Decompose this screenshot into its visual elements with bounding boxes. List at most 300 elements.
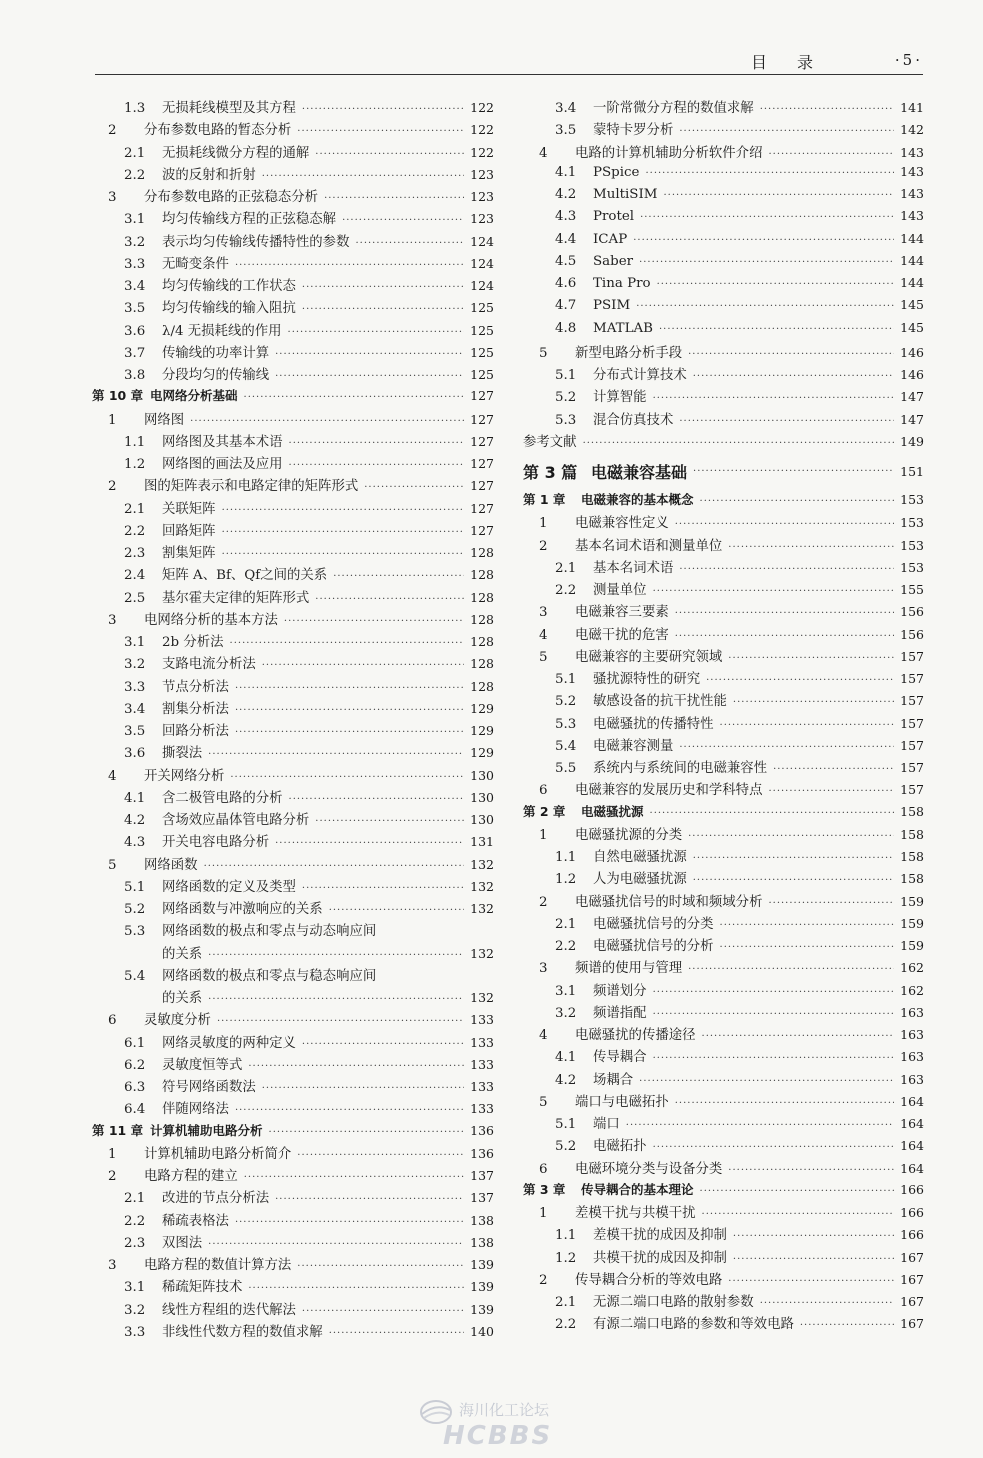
toc-entry-number: 5 bbox=[108, 857, 117, 873]
toc-entry-title: 分布式计算技术 bbox=[593, 368, 687, 383]
toc-entry-number: 1.1 bbox=[555, 850, 577, 865]
toc-leader-dots bbox=[235, 727, 464, 738]
toc-entry bbox=[92, 1232, 494, 1254]
toc-entry-page: 132 bbox=[470, 945, 494, 961]
toc-entry-title: 敏感设备的抗干扰性能 bbox=[593, 694, 727, 710]
toc-entry-page: 127 bbox=[470, 411, 494, 427]
header-title: 目录 bbox=[750, 53, 843, 72]
toc-entry-title: 频谱的使用与管理 bbox=[575, 961, 683, 977]
toc-entry-title: 双图法 bbox=[162, 1235, 203, 1251]
toc-entry bbox=[523, 913, 924, 935]
toc-entry-number: 第 3 篇 bbox=[523, 463, 578, 482]
toc-leader-dots bbox=[679, 126, 894, 137]
toc-entry-title: ICAP bbox=[593, 231, 628, 247]
toc-entry bbox=[523, 646, 924, 668]
toc-entry-number: 4.3 bbox=[555, 209, 577, 225]
toc-entry-number: 6 bbox=[539, 1161, 548, 1177]
toc-entry bbox=[523, 557, 924, 579]
toc-entry-title: λ/4 无损耗线的作用 bbox=[162, 323, 282, 339]
toc-entry bbox=[523, 935, 924, 957]
toc-entry bbox=[523, 1069, 924, 1091]
toc-entry-number: 2.3 bbox=[124, 546, 146, 561]
toc-entry-page: 127 bbox=[470, 500, 494, 516]
toc-entry-number: 5.1 bbox=[555, 672, 577, 687]
toc-entry-title: Tina Pro bbox=[593, 276, 651, 291]
toc-entry-page: 123 bbox=[470, 166, 494, 182]
toc-entry-title: 均匀传输线的输入阻抗 bbox=[162, 301, 296, 317]
toc-entry-number: 5.3 bbox=[555, 716, 577, 732]
toc-entry bbox=[92, 809, 494, 831]
toc-leader-dots bbox=[688, 349, 894, 360]
toc-entry bbox=[92, 1321, 494, 1343]
toc-entry-number: 2 bbox=[108, 1169, 117, 1184]
toc-entry-number: 2 bbox=[108, 123, 117, 139]
toc-entry-number: 1.1 bbox=[124, 434, 146, 450]
toc-entry-page: 131 bbox=[470, 834, 494, 850]
toc-leader-dots bbox=[302, 883, 464, 894]
toc-entry-page: 144 bbox=[900, 252, 924, 268]
toc-entry-title: 割集矩阵 bbox=[162, 546, 216, 561]
toc-entry-page: 167 bbox=[900, 1271, 924, 1287]
toc-entry-number: 第 11 章 bbox=[92, 1122, 144, 1138]
toc-leader-dots bbox=[230, 638, 465, 649]
toc-entry-number: 2.1 bbox=[124, 145, 146, 161]
toc-entry-page: 143 bbox=[900, 186, 924, 201]
toc-entry bbox=[523, 512, 924, 534]
toc-entry bbox=[523, 1113, 924, 1135]
toc-entry bbox=[523, 1002, 924, 1024]
toc-entry-title: 矩阵 A、Bf、Qf之间的关系 bbox=[162, 568, 328, 584]
toc-entry-page: 139 bbox=[470, 1257, 494, 1272]
toc-entry bbox=[92, 498, 494, 520]
toc-entry-title: 电磁兼容的基本概念 bbox=[581, 492, 694, 507]
toc-entry bbox=[92, 676, 494, 698]
toc-leader-dots bbox=[302, 282, 464, 293]
toc-leader-dots bbox=[262, 1083, 464, 1094]
toc-entry-title: 电磁拓扑 bbox=[593, 1139, 647, 1155]
toc-leader-dots bbox=[675, 1098, 894, 1109]
toc-entry-number: 1.2 bbox=[555, 1250, 577, 1266]
toc-entry-title: 电磁兼容的发展历史和学科特点 bbox=[575, 783, 763, 799]
toc-leader-dots bbox=[333, 571, 464, 582]
toc-leader-dots bbox=[297, 126, 464, 137]
toc-leader-dots bbox=[217, 1016, 464, 1027]
toc-entry-number: 3.6 bbox=[124, 323, 146, 339]
toc-leader-dots bbox=[700, 1186, 895, 1197]
toc-entry bbox=[92, 564, 494, 586]
toc-entry-page: 144 bbox=[900, 230, 924, 246]
toc-entry-page: 128 bbox=[470, 567, 494, 583]
toc-entry bbox=[92, 1076, 494, 1098]
toc-entry bbox=[92, 1299, 494, 1321]
toc-entry bbox=[523, 164, 924, 186]
toc-entry-title: 无损耗线微分方程的通解 bbox=[162, 145, 310, 161]
toc-entry-page: 133 bbox=[470, 1101, 494, 1117]
toc-entry bbox=[523, 1158, 924, 1180]
toc-entry-title: 电路的计算机辅助分析软件介绍 bbox=[575, 145, 763, 161]
toc-entry bbox=[92, 765, 494, 787]
toc-entry-page: 143 bbox=[900, 163, 924, 179]
toc-entry-number: 3 bbox=[539, 961, 548, 977]
toc-entry bbox=[523, 386, 924, 408]
toc-leader-dots bbox=[659, 324, 894, 335]
toc-entry-number: 3.5 bbox=[124, 724, 146, 739]
toc-entry bbox=[523, 431, 924, 453]
toc-leader-dots bbox=[768, 149, 894, 160]
toc-entry-page: 128 bbox=[470, 656, 494, 672]
toc-leader-dots bbox=[650, 808, 895, 819]
toc-entry bbox=[92, 898, 494, 920]
toc-entry bbox=[92, 409, 494, 431]
toc-entry bbox=[523, 824, 924, 846]
toc-entry-number: 5 bbox=[539, 1094, 548, 1110]
toc-entry-number: 4.7 bbox=[555, 298, 577, 314]
toc-entry-title: 关联矩阵 bbox=[162, 501, 216, 517]
toc-leader-dots bbox=[733, 697, 894, 708]
toc-entry bbox=[92, 587, 494, 609]
toc-entry bbox=[92, 119, 494, 141]
toc-entry-title: 共模干扰的成因及抑制 bbox=[593, 1250, 727, 1266]
toc-leader-dots bbox=[700, 496, 895, 507]
toc-entry-number: 3.1 bbox=[124, 1280, 146, 1296]
toc-leader-dots bbox=[679, 742, 894, 753]
toc-leader-dots bbox=[693, 853, 894, 864]
toc-entry-title: 稀疏表格法 bbox=[162, 1213, 229, 1229]
toc-entry-number: 5.1 bbox=[124, 879, 146, 895]
toc-leader-dots bbox=[235, 1217, 464, 1228]
toc-entry-title: 电磁兼容三要素 bbox=[575, 605, 669, 621]
toc-entry bbox=[92, 854, 494, 876]
toc-entry-number: 2 bbox=[539, 1272, 548, 1288]
toc-leader-dots bbox=[760, 1298, 894, 1309]
toc-leader-dots bbox=[329, 905, 464, 916]
toc-entry-number: 1 bbox=[108, 412, 117, 428]
toc-leader-dots bbox=[706, 675, 894, 686]
toc-entry bbox=[92, 987, 494, 1009]
toc-entry-page: 127 bbox=[470, 433, 494, 449]
toc-entry bbox=[92, 787, 494, 809]
toc-entry-title: 分布参数电路的正弦稳态分析 bbox=[144, 190, 319, 205]
toc-leader-dots bbox=[728, 653, 894, 664]
toc-entry-number: 4.2 bbox=[555, 1072, 577, 1088]
toc-entry-page: 163 bbox=[900, 1004, 924, 1020]
toc-entry-number: 3.2 bbox=[124, 234, 146, 250]
toc-entry-page: 145 bbox=[900, 319, 924, 335]
toc-entry-title: 网络图的画法及应用 bbox=[162, 457, 283, 472]
toc-entry-number: 5.3 bbox=[555, 412, 577, 428]
toc-entry bbox=[523, 713, 924, 735]
toc-entry-page: 145 bbox=[900, 297, 924, 313]
toc-entry-title: 均匀传输线方程的正弦稳态解 bbox=[162, 212, 337, 228]
toc-entry-title: 回路矩阵 bbox=[162, 523, 216, 539]
toc-entry-number: 5.2 bbox=[555, 390, 577, 406]
toc-entry-page: 129 bbox=[470, 745, 494, 761]
toc-entry-page: 133 bbox=[470, 1012, 494, 1028]
toc-entry-number: 5 bbox=[539, 345, 548, 361]
toc-leader-dots bbox=[645, 168, 894, 179]
toc-leader-dots bbox=[693, 371, 894, 382]
toc-entry-number: 5.1 bbox=[555, 368, 577, 383]
toc-leader-dots bbox=[288, 327, 465, 338]
toc-entry-page: 133 bbox=[470, 1079, 494, 1094]
toc-leader-dots bbox=[208, 1239, 464, 1250]
toc-entry-number: 3 bbox=[108, 612, 117, 628]
toc-entry-title: 的关系 bbox=[162, 946, 203, 962]
toc-entry-page: 166 bbox=[900, 1227, 924, 1243]
toc-entry-title: 混合仿真技术 bbox=[593, 412, 674, 428]
toc-entry bbox=[523, 802, 924, 824]
toc-entry-number: 第 1 章 bbox=[523, 492, 566, 507]
toc-entry-title: 传导耦合 bbox=[593, 1050, 647, 1066]
toc-entry bbox=[92, 920, 494, 942]
toc-leader-dots bbox=[302, 104, 464, 115]
toc-entry-title: 基本名词术语 bbox=[593, 560, 674, 576]
toc-leader-dots bbox=[639, 1076, 894, 1087]
toc-entry-page: 141 bbox=[900, 100, 924, 115]
toc-entry-number: 4.1 bbox=[555, 1050, 577, 1066]
toc-entry-title: MATLAB bbox=[593, 320, 653, 336]
toc-entry-title: 场耦合 bbox=[593, 1072, 634, 1088]
toc-entry bbox=[92, 831, 494, 853]
toc-entry-number: 5 bbox=[539, 649, 548, 665]
toc-entry-number: 4.3 bbox=[124, 835, 146, 851]
toc-entry-page: 163 bbox=[900, 1071, 924, 1087]
toc-entry bbox=[523, 231, 924, 253]
toc-entry-page: 123 bbox=[470, 211, 494, 227]
toc-leader-dots bbox=[222, 549, 465, 560]
toc-entry-title: 人为电磁骚扰源 bbox=[593, 872, 687, 888]
toc-leader-dots bbox=[235, 1105, 464, 1116]
toc-entry-number: 第 3 章 bbox=[523, 1181, 566, 1197]
toc-entry-title: 端口 bbox=[593, 1117, 620, 1132]
toc-leader-dots bbox=[315, 816, 464, 827]
toc-left-column bbox=[92, 97, 494, 1343]
toc-leader-dots bbox=[693, 466, 894, 477]
toc-entry-page: 125 bbox=[470, 367, 494, 382]
toc-entry-page: 159 bbox=[900, 893, 924, 909]
toc-entry-page: 122 bbox=[470, 122, 494, 138]
toc-entry-number: 4.2 bbox=[124, 813, 146, 828]
toc-entry-number: 6.3 bbox=[124, 1080, 146, 1095]
toc-leader-dots bbox=[364, 482, 464, 493]
toc-leader-dots bbox=[657, 279, 895, 290]
toc-entry bbox=[92, 1054, 494, 1076]
toc-entry-page: 157 bbox=[900, 671, 924, 686]
toc-leader-dots bbox=[297, 1261, 464, 1272]
toc-entry-number: 5.4 bbox=[555, 738, 577, 754]
toc-entry-title: 网络函数与冲激响应的关系 bbox=[162, 902, 323, 917]
toc-leader-dots bbox=[653, 1142, 895, 1153]
toc-leader-dots bbox=[208, 749, 464, 760]
toc-entry-number: 3.3 bbox=[124, 679, 146, 695]
toc-entry-number: 3.4 bbox=[124, 701, 146, 717]
toc-entry bbox=[92, 97, 494, 119]
toc-entry bbox=[523, 1224, 924, 1246]
toc-entry bbox=[523, 779, 924, 801]
toc-entry-title: 电网络分析基础 bbox=[150, 388, 238, 404]
toc-entry bbox=[523, 1135, 924, 1157]
toc-entry-title: 网络图 bbox=[144, 412, 185, 428]
toc-entry-page: 159 bbox=[900, 938, 924, 953]
toc-entry-title: 传导耦合的基本理论 bbox=[581, 1181, 694, 1197]
toc-entry-title: 电路方程的数值计算方法 bbox=[144, 1258, 292, 1273]
toc-entry-title: 基本名词术语和测量单位 bbox=[575, 538, 723, 554]
toc-leader-dots bbox=[235, 683, 464, 694]
toc-leader-dots bbox=[720, 942, 895, 953]
toc-entry-number: 2.1 bbox=[555, 916, 577, 932]
toc-entry-title: Protel bbox=[593, 209, 635, 225]
toc-entry-number: 3.4 bbox=[555, 101, 577, 116]
toc-entry-title: 电磁环境分类与设备分类 bbox=[575, 1161, 723, 1177]
toc-entry-page: 133 bbox=[470, 1034, 494, 1050]
toc-entry-number: 1.3 bbox=[124, 101, 146, 116]
toc-leader-dots bbox=[275, 371, 464, 382]
toc-leader-dots bbox=[208, 994, 464, 1005]
toc-entry-page: 125 bbox=[470, 322, 494, 338]
toc-entry bbox=[92, 520, 494, 542]
toc-leader-dots bbox=[679, 416, 894, 427]
toc-entry-number: 2.5 bbox=[124, 590, 146, 606]
toc-entry bbox=[523, 1202, 924, 1224]
toc-entry bbox=[523, 253, 924, 275]
toc-entry-title: 含场效应晶体管电路分析 bbox=[162, 813, 310, 828]
toc-entry-page: 130 bbox=[470, 812, 494, 827]
toc-entry-title: 无畸变条件 bbox=[162, 256, 229, 272]
toc-leader-dots bbox=[653, 987, 895, 998]
toc-entry-number: 3.1 bbox=[124, 212, 146, 228]
toc-entry-number: 3.1 bbox=[555, 983, 577, 999]
toc-entry bbox=[523, 1091, 924, 1113]
toc-entry-page: 147 bbox=[900, 389, 924, 405]
toc-entry-title: 自然电磁骚扰源 bbox=[593, 850, 687, 865]
watermark-en: HCBBS bbox=[443, 1421, 553, 1451]
toc-entry-page: 155 bbox=[900, 582, 924, 597]
toc-leader-dots bbox=[275, 838, 464, 849]
toc-leader-dots bbox=[315, 149, 464, 160]
toc-entry-page: 122 bbox=[470, 144, 494, 160]
toc-entry-number: 5.3 bbox=[124, 924, 146, 940]
toc-entry-page: 140 bbox=[470, 1323, 494, 1339]
toc-entry-page: 125 bbox=[470, 344, 494, 360]
toc-entry bbox=[92, 876, 494, 898]
toc-entry-page: 167 bbox=[900, 1316, 924, 1332]
toc-entry-page: 130 bbox=[470, 789, 494, 805]
toc-entry-page: 139 bbox=[470, 1279, 494, 1295]
toc-entry-page: 137 bbox=[470, 1168, 494, 1183]
toc-entry bbox=[92, 253, 494, 275]
toc-entry-page: 147 bbox=[900, 411, 924, 427]
toc-leader-dots bbox=[289, 460, 465, 471]
toc-entry-number: 2 bbox=[539, 894, 548, 910]
toc-leader-dots bbox=[675, 519, 894, 530]
toc-entry bbox=[92, 342, 494, 364]
toc-entry-title: 计算机辅助电路分析 bbox=[150, 1122, 263, 1138]
toc-entry-number: 2.1 bbox=[124, 501, 146, 517]
toc-entry bbox=[92, 542, 494, 564]
toc-entry-title: 电网络分析的基本方法 bbox=[144, 612, 278, 628]
toc-entry-title: 稀疏矩阵技术 bbox=[162, 1280, 243, 1296]
toc-leader-dots bbox=[720, 920, 895, 931]
toc-entry-number: 6 bbox=[539, 783, 548, 799]
toc-entry-page: 127 bbox=[470, 478, 494, 494]
toc-entry bbox=[92, 720, 494, 742]
toc-entry-page: 157 bbox=[900, 715, 924, 731]
toc-entry-title: 网络函数的极点和零点与稳态响应间 bbox=[162, 968, 377, 984]
page-header bbox=[95, 48, 923, 75]
toc-entry-page: 128 bbox=[470, 678, 494, 694]
toc-entry-title: 的关系 bbox=[162, 991, 203, 1006]
toc-entry bbox=[92, 275, 494, 297]
toc-entry-page: 143 bbox=[900, 208, 924, 224]
toc-entry-page: 157 bbox=[900, 737, 924, 753]
toc-entry bbox=[92, 1210, 494, 1232]
toc-entry bbox=[523, 342, 924, 364]
toc-entry-page: 153 bbox=[900, 492, 924, 507]
toc-leader-dots bbox=[728, 1165, 894, 1176]
toc-entry-title: 电磁骚扰源的分类 bbox=[575, 827, 683, 843]
toc-entry bbox=[523, 690, 924, 712]
toc-entry-title: 网络灵敏度的两种定义 bbox=[162, 1035, 296, 1051]
toc-entry-title: 电磁骚扰信号的分析 bbox=[593, 939, 714, 954]
toc-entry bbox=[523, 1180, 924, 1202]
toc-entry-title: Saber bbox=[593, 253, 634, 269]
toc-entry-page: 164 bbox=[900, 1138, 924, 1154]
toc-entry-title: 电磁兼容性定义 bbox=[575, 516, 669, 532]
toc-entry-page: 143 bbox=[900, 144, 924, 160]
toc-leader-dots bbox=[760, 104, 894, 115]
toc-entry-title: 网络函数的定义及类型 bbox=[162, 879, 296, 895]
toc-entry-title: 电磁干扰的危害 bbox=[575, 627, 669, 643]
toc-entry-title: PSpice bbox=[593, 164, 640, 180]
toc-leader-dots bbox=[302, 1039, 464, 1050]
toc-entry-title: 图的矩阵表示和电路定律的矩阵形式 bbox=[144, 479, 359, 495]
toc-entry-title: 一阶常微分方程的数值求解 bbox=[593, 101, 754, 116]
toc-entry bbox=[523, 97, 924, 119]
toc-entry-number: 3.2 bbox=[124, 657, 146, 673]
toc-entry bbox=[92, 698, 494, 720]
toc-entry-title: 节点分析法 bbox=[162, 679, 229, 695]
toc-leader-dots bbox=[302, 1306, 464, 1317]
toc-entry-number: 3.2 bbox=[124, 1302, 146, 1318]
toc-entry-page: 123 bbox=[470, 189, 494, 204]
toc-entry-number: 第 10 章 bbox=[92, 388, 144, 404]
toc-entry-number: 2.4 bbox=[124, 568, 146, 584]
toc-entry-page: 157 bbox=[900, 648, 924, 664]
toc-entry-title: 骚扰源特性的研究 bbox=[593, 672, 701, 687]
toc-leader-dots bbox=[653, 586, 895, 597]
toc-entry-number: 6.1 bbox=[124, 1035, 146, 1051]
toc-entry-title: 参考文献 bbox=[523, 434, 577, 450]
toc-entry bbox=[523, 453, 924, 490]
toc-entry bbox=[523, 601, 924, 623]
toc-entry-page: 153 bbox=[900, 515, 924, 531]
toc-entry-page: 139 bbox=[470, 1301, 494, 1317]
toc-entry-number: 4 bbox=[539, 627, 548, 643]
toc-entry-page: 158 bbox=[900, 871, 924, 887]
toc-leader-dots bbox=[728, 542, 894, 553]
toc-entry bbox=[92, 186, 494, 208]
toc-leader-dots bbox=[702, 1031, 895, 1042]
toc-entry-title: 非线性代数方程的数值求解 bbox=[162, 1324, 323, 1340]
toc-entry bbox=[523, 980, 924, 1002]
toc-entry bbox=[92, 364, 494, 386]
toc-entry-title: 无源二端口电路的散射参数 bbox=[593, 1295, 754, 1310]
toc-leader-dots bbox=[315, 594, 464, 605]
toc-leader-dots bbox=[284, 616, 464, 627]
toc-leader-dots bbox=[248, 1061, 464, 1072]
toc-entry-page: 167 bbox=[900, 1294, 924, 1309]
toc-entry bbox=[523, 320, 924, 342]
